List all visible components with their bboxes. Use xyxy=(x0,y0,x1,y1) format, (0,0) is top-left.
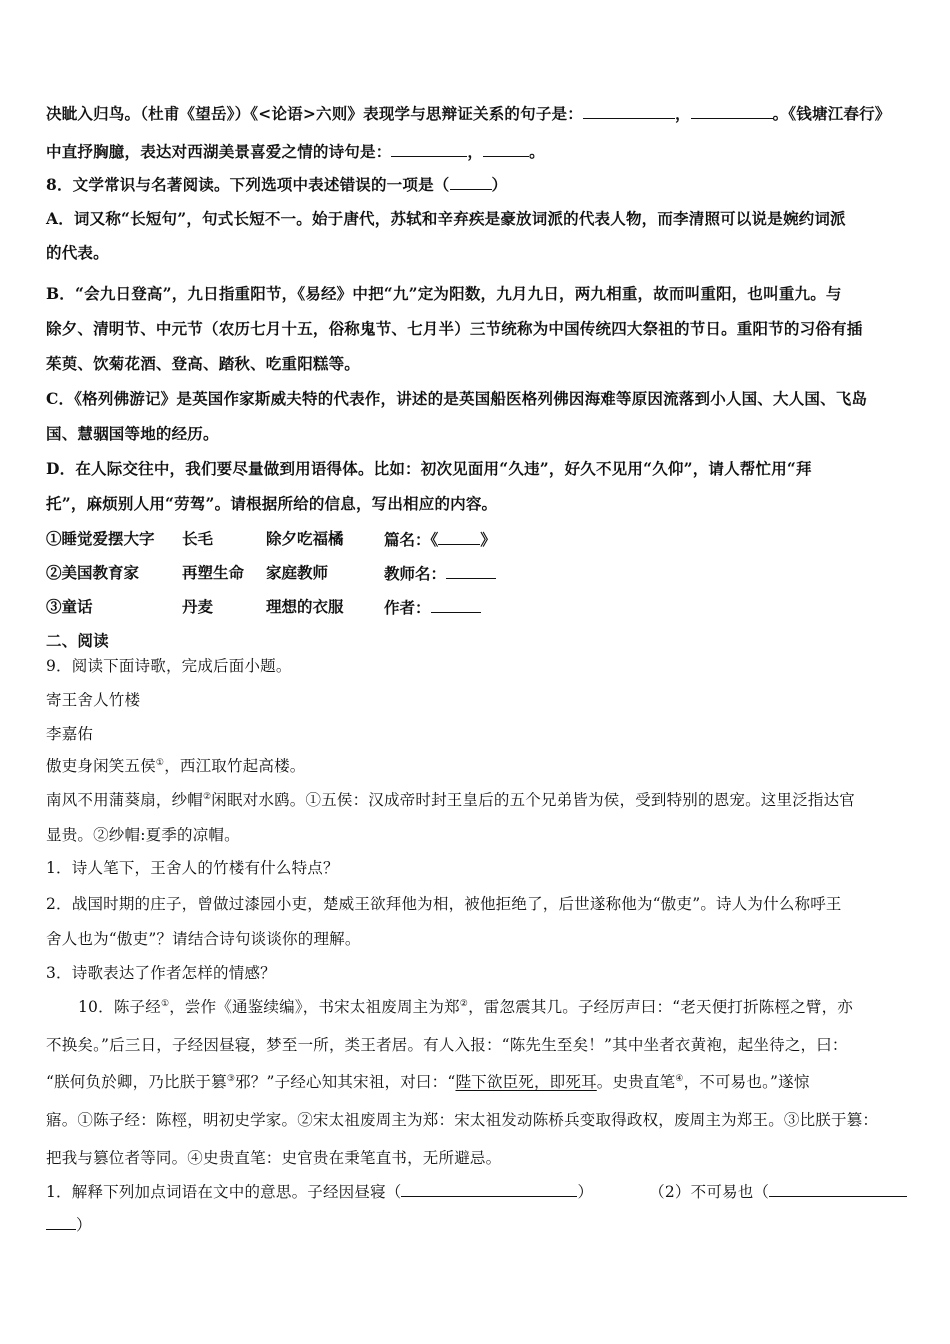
text: 中直抒胸臆，表达对西湖美景喜爱之情的诗句是： xyxy=(46,142,392,161)
option-c-line-2: 国、慧骃国等地的经历。 xyxy=(46,424,219,443)
cell-clue: 长毛 xyxy=(182,529,214,548)
text: ） xyxy=(76,1216,92,1234)
cell-answer xyxy=(384,563,496,584)
answer-blank[interactable] xyxy=(450,174,492,190)
poem-notes: 显贵。②纱帽:夏季的凉帽。 xyxy=(46,826,240,844)
question-9-1: 1．诗人笔下，王舍人的竹楼有什么特点？ xyxy=(46,859,339,877)
poem-line-1 xyxy=(46,756,306,776)
answer-blank[interactable] xyxy=(691,103,773,119)
footnote-mark: ③ xyxy=(226,1074,236,1084)
text: 8．文学常识与名著阅读。下列选项中表述错误的一项是（ xyxy=(46,175,450,194)
poem-author: 李嘉佑 xyxy=(46,725,94,743)
answer-blank[interactable] xyxy=(438,529,480,545)
question-9-2-line-1: 2．战国时期的庄子，曾做过漆园小吏，楚威王欲拜他为相，被他拒绝了，后世遂称他为“傲吏”。诗人为什么称呼王 xyxy=(46,895,842,913)
answer-blank[interactable] xyxy=(583,103,675,119)
cell-answer xyxy=(384,529,496,550)
line-poetry-fill-1 xyxy=(46,103,891,124)
text: 。史贵直笔 xyxy=(596,1073,676,1091)
footnote-mark: ④ xyxy=(675,1074,684,1084)
footnote-mark: ② xyxy=(459,999,469,1009)
answer-blank[interactable] xyxy=(46,1214,76,1230)
info-row-1 xyxy=(46,529,906,549)
question-10-line-3 xyxy=(46,1072,810,1092)
option-b-line-1: B．“会九日登高”，九日指重阳节，《易经》中把“九”定为阳数，九月九日，两九相重，故而叫重阳，也叫重九。与 xyxy=(46,284,842,303)
text: 》 xyxy=(480,530,496,549)
cell-clue: 理想的衣服 xyxy=(266,597,344,616)
text: ，西江取竹起高楼。 xyxy=(164,757,306,775)
answer-blank[interactable] xyxy=(431,597,481,613)
text: 1．解释下列加点词语在文中的意思。子经因昼寝（ xyxy=(46,1183,402,1201)
footnote-mark: ② xyxy=(203,792,212,802)
text: 闲眠对水鸥。①五侯：汉成帝时封王皇后的五个兄弟皆为侯，受到特别的恩宠。这里泛指达官 xyxy=(211,791,855,809)
text: 篇名：《 xyxy=(384,530,439,549)
footnote-mark: ① xyxy=(155,758,165,768)
text: 傲吏身闲笑五侯 xyxy=(46,757,156,775)
poem-title: 寄王舍人竹楼 xyxy=(46,691,141,709)
text: 决眦入归鸟。（杜甫《望岳》）《<论语>六则》表现学与思辩证关系的句子是： xyxy=(46,104,583,123)
cell-clue: ①睡觉爱摆大字 xyxy=(46,529,155,548)
cell-clue: 丹麦 xyxy=(182,597,214,616)
text: 南风不用蒲葵扇，纱帽 xyxy=(46,791,204,809)
text: ，雷忽震其几。子经厉声曰：“老天便打折陈桱之臂，亦 xyxy=(468,998,853,1016)
cell-clue: ③童话 xyxy=(46,597,93,616)
text: ） xyxy=(577,1183,594,1201)
cell-clue: 再塑生命 xyxy=(182,563,245,582)
question-10-line-1 xyxy=(78,997,853,1017)
text: ） xyxy=(491,175,508,194)
question-9-stem: 9．阅读下面诗歌，完成后面小题。 xyxy=(46,657,292,675)
option-b-line-2: 除夕、清明节、中元节（农历七月十五，俗称鬼节、七月半）三节统称为中国传统四大祭祖的节日。重阳节的习俗有插 xyxy=(46,319,863,338)
answer-blank[interactable] xyxy=(446,563,496,579)
question-8-stem xyxy=(46,174,507,195)
text: 作者： xyxy=(384,598,431,617)
question-10-line-2: 不换矣。”后三日，子经因昼寝，梦至一所，类王者居。有人入报：“陈先生至矣！”其中坐者衣黄袍，起坐待之，曰： xyxy=(46,1036,848,1054)
info-row-2 xyxy=(46,563,906,583)
section-reading-heading: 二、阅读 xyxy=(46,631,109,650)
cell-answer xyxy=(384,597,481,618)
answer-blank[interactable] xyxy=(769,1181,907,1197)
text: ，不可易也。”遂惊 xyxy=(683,1073,810,1091)
text: 10．陈子经 xyxy=(78,998,161,1016)
question-10-sub-1 xyxy=(46,1181,907,1202)
text: ， xyxy=(674,104,691,123)
cell-clue: 家庭教师 xyxy=(266,563,329,582)
option-b-line-3: 茱萸、饮菊花酒、登高、踏秋、吃重阳糕等。 xyxy=(46,354,361,373)
text: ， xyxy=(467,142,484,161)
question-9-3: 3．诗歌表达了作者怎样的情感？ xyxy=(46,964,276,982)
option-a-line-2: 的代表。 xyxy=(46,243,109,262)
text: 。 xyxy=(529,142,545,161)
option-c-line-1: C．《格列佛游记》是英国作家斯威夫特的代表作，讲述的是英国船医格列佛因海难等原因流落到小人国、大人国、飞岛 xyxy=(46,389,868,408)
question-9-2-line-2: 舍人也为“傲吏”？请结合诗句谈谈你的理解。 xyxy=(46,930,361,948)
question-10-notes-2: 把我与篡位者等同。④史贵直笔：史官贵在秉笔直书，无所避忌。 xyxy=(46,1149,502,1167)
footnote-mark: ① xyxy=(160,999,170,1009)
text: “朕何负於卿，乃比朕于篡 xyxy=(46,1073,227,1091)
answer-blank[interactable] xyxy=(401,1181,577,1197)
info-row-3 xyxy=(46,597,906,617)
answer-blank[interactable] xyxy=(483,141,529,157)
line-poetry-fill-2 xyxy=(46,141,545,162)
text: ，尝作《通鉴续编》，书宋太祖废周主为郑 xyxy=(169,998,460,1016)
text: （2）不可易也（ xyxy=(649,1183,770,1201)
option-d-line-1: D．在人际交往中，我们要尽量做到用语得体。比如：初次见面用“久违”，好久不见用“久仰”，请人帮忙用“拜 xyxy=(46,459,812,478)
cell-clue: ②美国教育家 xyxy=(46,563,140,582)
answer-blank[interactable] xyxy=(391,141,467,157)
text: 。《钱塘江春行》 xyxy=(772,104,891,123)
option-d-line-2: 托”，麻烦别人用“劳驾”。请根据所给的信息，写出相应的内容。 xyxy=(46,494,498,513)
underlined-sentence: 陛下欲臣死，即死耳 xyxy=(455,1073,597,1091)
question-10-sub-1-cont xyxy=(46,1214,92,1235)
question-10-notes-1: 寤。①陈子经：陈桱，明初史学家。②宋太祖废周主为郑：宋太祖发动陈桥兵变取得政权，废周主为郑王。③比朕于篡： xyxy=(46,1111,879,1129)
text: 邪？”子经心知其宋祖，对曰：“ xyxy=(235,1073,456,1091)
text: 教师名： xyxy=(384,564,447,583)
cell-clue: 除夕吃福橘 xyxy=(266,529,344,548)
poem-line-2 xyxy=(46,790,855,810)
option-a-line-1: A．词又称“长短句”，句式长短不一。始于唐代，苏轼和辛弃疾是豪放词派的代表人物，而李清照可以说是婉约词派 xyxy=(46,209,846,228)
